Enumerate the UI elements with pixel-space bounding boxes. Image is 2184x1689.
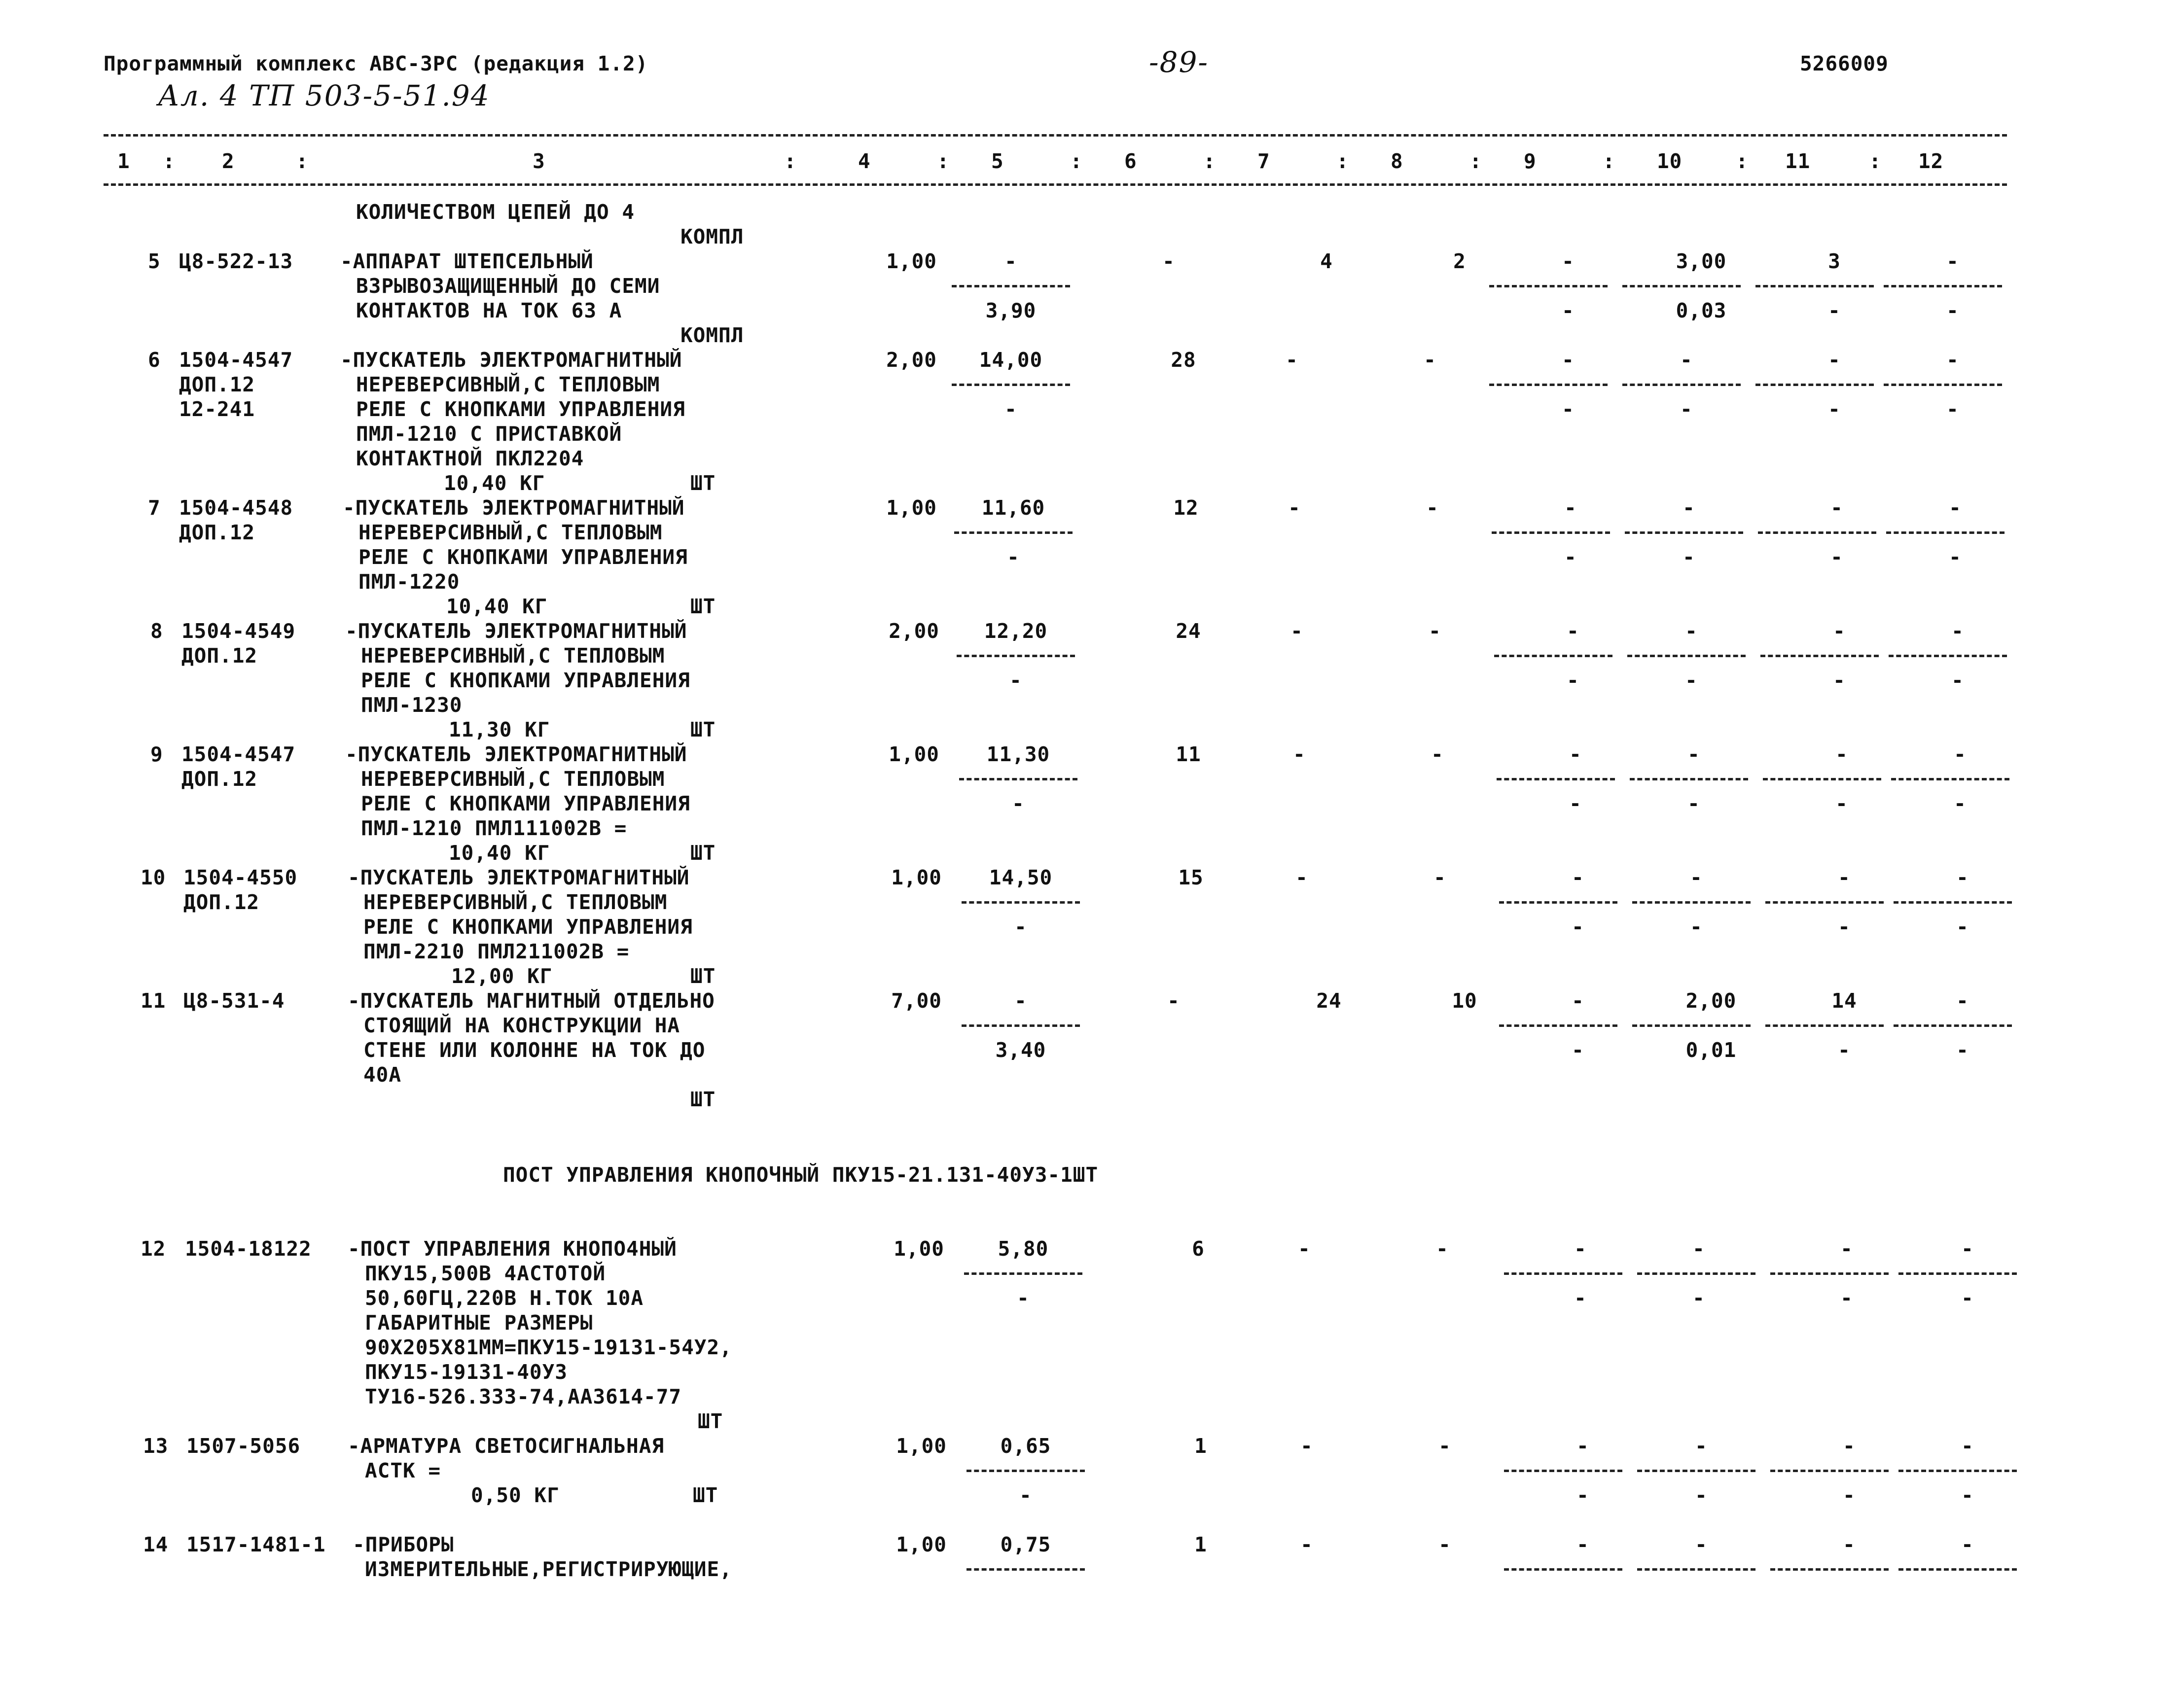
cell-c10-lower: - (1685, 669, 1698, 692)
column-separator: : (1336, 149, 1349, 173)
cell-c8: - (1429, 619, 1441, 643)
cell-c10: 3,00 (1676, 249, 1727, 273)
cell-c5-lower: - (1019, 1483, 1032, 1507)
cell-quantity: 2,00 (889, 619, 939, 643)
cell-c7: 4 (1320, 249, 1333, 273)
cell-c8: - (1426, 496, 1439, 520)
cell-c8: - (1438, 1434, 1451, 1458)
handwritten-reference: Ал. 4 ТП 503-5-51.94 (158, 79, 490, 112)
cell-c11: - (1840, 1237, 1853, 1261)
fraction-rule (952, 384, 1070, 386)
cell-c12: - (1956, 989, 1969, 1013)
item-description-line: СТОЯЩИЙ НА КОНСТРУКЦИИ НА (363, 1014, 680, 1037)
column-header: 8 (1391, 149, 1403, 173)
cell-c5-lower: 3,40 (995, 1038, 1046, 1062)
item-unit: КОМПЛ (680, 323, 744, 347)
cell-c7: - (1300, 1434, 1313, 1458)
cell-c12-lower: - (1954, 792, 1967, 815)
item-code: 1504-4547 (179, 348, 293, 372)
cell-c5: 14,00 (979, 348, 1043, 372)
fraction-rule (1898, 1568, 2017, 1571)
cell-c9-lower: - (1562, 299, 1575, 322)
cell-c11: 14 (1831, 989, 1857, 1013)
cell-c5-lower: - (1009, 669, 1022, 692)
item-unit: ШТ (693, 1483, 718, 1507)
item-unit: ШТ (690, 471, 716, 495)
item-description-line: -АРМАТУРА СВЕТОСИГНАЛЬНАЯ (348, 1434, 665, 1458)
item-number: 7 (148, 496, 161, 520)
column-separator: : (784, 149, 797, 173)
cell-c5: 11,60 (981, 496, 1045, 520)
fraction-rule (1758, 531, 1876, 534)
item-description-line: -ПУСКАТЕЛЬ ЭЛЕКТРОМАГНИТНЫЙ (343, 496, 685, 520)
cell-c5: 12,20 (984, 619, 1048, 643)
column-separator: : (296, 149, 309, 173)
item-description-line: РЕЛЕ С КНОПКАМИ УПРАВЛЕНИЯ (363, 915, 693, 939)
cell-c5: 14,50 (989, 866, 1053, 889)
cell-c11-lower: - (1838, 1038, 1851, 1062)
cell-c7: - (1290, 619, 1303, 643)
item-code: 1507-5056 (186, 1434, 301, 1458)
cell-c12: - (1946, 348, 1959, 372)
fraction-rule (1499, 1024, 1617, 1027)
fraction-rule (1632, 901, 1751, 904)
cell-c10: 2,00 (1685, 989, 1737, 1013)
column-header: 9 (1524, 149, 1537, 173)
item-description-line: ПКУ15,500В 4АСТОТОЙ (365, 1262, 606, 1285)
item-unit: ШТ (690, 718, 716, 741)
column-separator: : (1469, 149, 1482, 173)
cell-c9-lower: - (1564, 545, 1577, 569)
fraction-rule (1499, 901, 1617, 904)
cell-c12-lower: - (1946, 397, 1959, 421)
cell-c12: - (1954, 742, 1967, 766)
fraction-rule (1627, 655, 1746, 657)
cell-c6: 11 (1176, 742, 1201, 766)
fraction-rule (1755, 285, 1874, 287)
header-rule-top (104, 134, 2007, 137)
cell-c8: - (1438, 1533, 1451, 1556)
item-weight: 10,40 КГ (446, 595, 548, 618)
column-separator: : (937, 149, 950, 173)
fraction-rule (1898, 1470, 2017, 1472)
cell-quantity: 1,00 (896, 1533, 947, 1556)
item-number: 5 (148, 249, 161, 273)
item-number: 11 (141, 989, 166, 1013)
column-header: 1 (117, 149, 130, 173)
fraction-rule (1765, 1024, 1884, 1027)
item-description-line: НЕРЕВЕРСИВНЫЙ,С ТЕПЛОВЫМ (358, 521, 663, 544)
cell-c11-lower: - (1828, 397, 1841, 421)
item-description-line: НЕРЕВЕРСИВНЫЙ,С ТЕПЛОВЫМ (361, 767, 665, 791)
item-number: 6 (148, 348, 161, 372)
column-separator: : (163, 149, 176, 173)
item-number: 8 (150, 619, 163, 643)
item-description-line: ПМЛ-1230 (361, 693, 463, 717)
cell-quantity: 1,00 (886, 249, 937, 273)
fraction-rule (1489, 384, 1608, 386)
column-separator: : (1603, 149, 1615, 173)
cell-c9: - (1572, 989, 1584, 1013)
document-number: 5266009 (1800, 52, 1889, 75)
cell-c10-lower: - (1680, 397, 1693, 421)
item-unit: КОМПЛ (680, 225, 744, 248)
cell-c10: - (1683, 496, 1695, 520)
fraction-rule (1497, 778, 1615, 780)
cell-quantity: 1,00 (896, 1434, 947, 1458)
item-description-line: 40А (363, 1063, 402, 1087)
column-header: 2 (222, 149, 235, 173)
cell-c9-lower: - (1569, 792, 1582, 815)
cell-c11: - (1828, 348, 1841, 372)
item-description-line: ПМЛ-1220 (358, 570, 460, 594)
cell-quantity: 2,00 (886, 348, 937, 372)
cell-c12: - (1951, 619, 1964, 643)
fraction-rule (1504, 1568, 1622, 1571)
fraction-rule (957, 655, 1075, 657)
item-description-line: РЕЛЕ С КНОПКАМИ УПРАВЛЕНИЯ (361, 792, 690, 815)
cell-c9: - (1574, 1237, 1587, 1261)
cell-c7: - (1288, 496, 1301, 520)
cell-c10: - (1680, 348, 1693, 372)
cell-c6: - (1167, 989, 1180, 1013)
cell-c11: - (1843, 1533, 1856, 1556)
item-description-line: -ПУСКАТЕЛЬ ЭЛЕКТРОМАГНИТНЫЙ (348, 866, 690, 889)
item-code: 1504-4547 (181, 742, 296, 766)
fraction-rule (1632, 1024, 1751, 1027)
item-number: 13 (143, 1434, 169, 1458)
item-description-line: РЕЛЕ С КНОПКАМИ УПРАВЛЕНИЯ (361, 669, 690, 692)
cell-c5-lower: - (1007, 545, 1020, 569)
cell-c9-lower: - (1562, 397, 1575, 421)
page-number: -89- (1149, 45, 1209, 79)
item-unit: ШТ (690, 1088, 716, 1111)
fraction-rule (1898, 1272, 2017, 1275)
cell-c12: - (1961, 1533, 1974, 1556)
item-description-line: 50,60ГЦ,220В Н.ТОК 10А (365, 1286, 644, 1310)
item-description-line: 90Х205Х81ММ=ПКУ15-19131-54У2, (365, 1336, 732, 1359)
cell-quantity: 7,00 (891, 989, 942, 1013)
cell-c12-lower: - (1961, 1483, 1974, 1507)
fraction-rule (959, 778, 1077, 780)
cell-c7: - (1300, 1533, 1313, 1556)
cell-c10: - (1695, 1533, 1708, 1556)
cell-c8: 2 (1453, 249, 1466, 273)
cell-c12: - (1956, 866, 1969, 889)
cell-c10-lower: - (1687, 792, 1700, 815)
item-description-line: -ПУСКАТЕЛЬ МАГНИТНЫЙ ОТДЕЛЬНО (348, 989, 715, 1013)
cell-quantity: 1,00 (894, 1237, 944, 1261)
cell-c9-lower: - (1572, 915, 1584, 939)
cell-c10: - (1685, 619, 1698, 643)
cell-c12-lower: - (1949, 545, 1962, 569)
item-number: 14 (143, 1533, 169, 1556)
column-header: 6 (1124, 149, 1137, 173)
cell-c5-lower: - (1014, 915, 1027, 939)
cell-c12-lower: - (1956, 915, 1969, 939)
cell-c11-lower: - (1838, 915, 1851, 939)
column-separator: : (1869, 149, 1882, 173)
cell-c9: - (1562, 249, 1575, 273)
item-description-line: НЕРЕВЕРСИВНЫЙ,С ТЕПЛОВЫМ (363, 890, 668, 914)
cell-c11: - (1835, 742, 1848, 766)
cell-c6: 12 (1173, 496, 1199, 520)
cell-quantity: 1,00 (891, 866, 942, 889)
fraction-rule (1765, 901, 1884, 904)
item-number: 9 (150, 742, 163, 766)
item-weight: 10,40 КГ (444, 471, 545, 495)
cell-c10: - (1690, 866, 1703, 889)
item-description-line: ИЗМЕРИТЕЛЬНЫЕ,РЕГИСТРИРУЮЩИЕ, (365, 1557, 732, 1581)
fraction-rule (1889, 655, 2007, 657)
item-weight: 12,00 КГ (451, 964, 553, 988)
fraction-rule (1489, 285, 1608, 287)
item-weight: 11,30 КГ (449, 718, 550, 741)
item-description-line: КОНТАКТНОЙ ПКЛ2204 (356, 447, 584, 470)
item-description-line: НЕРЕВЕРСИВНЫЙ,С ТЕПЛОВЫМ (356, 373, 660, 396)
cell-c9: - (1567, 619, 1579, 643)
cell-c5-lower: - (1017, 1286, 1030, 1310)
cell-c6: 28 (1171, 348, 1196, 372)
cell-c11: - (1838, 866, 1851, 889)
item-code: 1504-4549 (181, 619, 296, 643)
cell-c11: - (1830, 496, 1843, 520)
fraction-rule (1891, 778, 2009, 780)
item-code: Ц8-522-13 (179, 249, 293, 273)
cell-c8: - (1431, 742, 1444, 766)
cell-c7: 24 (1316, 989, 1342, 1013)
cell-c10-lower: - (1683, 545, 1695, 569)
column-header: 7 (1257, 149, 1270, 173)
fraction-rule (1770, 1470, 1889, 1472)
cell-c5: - (1014, 989, 1027, 1013)
cell-c11-lower: - (1833, 669, 1846, 692)
item-description-line: ПМЛ-2210 ПМЛ211002В = (363, 940, 630, 963)
cell-c9: - (1562, 348, 1575, 372)
fraction-rule (1894, 1024, 2012, 1027)
item-code-suffix: ДОП.12 (179, 521, 255, 544)
item-description-line: ГАБАРИТНЫЕ РАЗМЕРЫ (365, 1311, 593, 1335)
item-description-line: КОЛИЧЕСТВОМ ЦЕПЕЙ ДО 4 (356, 200, 635, 224)
fraction-rule (1492, 531, 1610, 534)
fraction-rule (952, 285, 1070, 287)
cell-c9: - (1576, 1434, 1589, 1458)
item-description-line: РЕЛЕ С КНОПКАМИ УПРАВЛЕНИЯ (356, 397, 685, 421)
cell-c7: - (1293, 742, 1306, 766)
fraction-rule (1884, 384, 2002, 386)
fraction-rule (1755, 384, 1874, 386)
section-heading: ПОСТ УПРАВЛЕНИЯ КНОПОЧНЫЙ ПКУ15-21.131-40У3-1ШТ (503, 1163, 1099, 1187)
cell-c6: 1 (1194, 1434, 1207, 1458)
fraction-rule (1886, 531, 2005, 534)
item-unit: ШТ (690, 595, 716, 618)
cell-c12: - (1946, 249, 1959, 273)
item-code-suffix: ДОП.12 (183, 890, 260, 914)
fraction-rule (1622, 384, 1741, 386)
cell-c10: - (1692, 1237, 1705, 1261)
item-description-line: -АППАРАТ ШТЕПСЕЛЬНЫЙ (340, 249, 594, 273)
item-unit: ШТ (698, 1409, 723, 1433)
cell-c9: - (1564, 496, 1577, 520)
fraction-rule (967, 1470, 1085, 1472)
cell-c9: - (1576, 1533, 1589, 1556)
item-code-suffix: ДОП.12 (181, 767, 258, 791)
cell-c5-lower: - (1004, 397, 1017, 421)
fraction-rule (954, 531, 1073, 534)
cell-c10-lower: 0,03 (1676, 299, 1727, 322)
cell-c12: - (1961, 1237, 1974, 1261)
cell-c11: - (1833, 619, 1846, 643)
cell-c8: - (1436, 1237, 1449, 1261)
cell-c9-lower: - (1576, 1483, 1589, 1507)
item-number: 12 (141, 1237, 166, 1261)
cell-c10: - (1695, 1434, 1708, 1458)
column-separator: : (1203, 149, 1216, 173)
cell-quantity: 1,00 (889, 742, 939, 766)
cell-c11: - (1843, 1434, 1856, 1458)
cell-c5: 0,75 (1000, 1533, 1051, 1556)
column-header: 4 (858, 149, 871, 173)
fraction-rule (1770, 1272, 1889, 1275)
cell-c11: 3 (1828, 249, 1841, 273)
cell-c12: - (1961, 1434, 1974, 1458)
item-number: 10 (141, 866, 166, 889)
fraction-rule (1760, 655, 1879, 657)
cell-c6: 1 (1194, 1533, 1207, 1556)
column-header: 12 (1918, 149, 1944, 173)
item-code: 1504-4548 (179, 496, 293, 520)
item-code: 1517-1481-1 (186, 1533, 326, 1556)
column-header: 10 (1657, 149, 1683, 173)
fraction-rule (1894, 901, 2012, 904)
cell-c10-lower: - (1695, 1483, 1708, 1507)
item-description-line: ПМЛ-1210 С ПРИСТАВКОЙ (356, 422, 622, 446)
item-description-line: -ПРИБОРЫ (353, 1533, 454, 1556)
fraction-rule (1637, 1470, 1755, 1472)
fraction-rule (1884, 285, 2002, 287)
fraction-rule (1504, 1272, 1622, 1275)
item-description-line: РЕЛЕ С КНОПКАМИ УПРАВЛЕНИЯ (358, 545, 688, 569)
fraction-rule (962, 1024, 1080, 1027)
fraction-rule (1763, 778, 1881, 780)
fraction-rule (1630, 778, 1748, 780)
item-description-line: -ПУСКАТЕЛЬ ЭЛЕКТРОМАГНИТНЫЙ (345, 619, 687, 643)
cell-c12-lower: - (1951, 669, 1964, 692)
fraction-rule (1770, 1568, 1889, 1571)
cell-c9-lower: - (1572, 1038, 1584, 1062)
cell-c5: 5,80 (998, 1237, 1049, 1261)
cell-c10-lower: - (1690, 915, 1703, 939)
item-weight: 10,40 КГ (449, 841, 550, 865)
item-description-line: КОНТАКТОВ НА ТОК 63 А (356, 299, 622, 322)
cell-c9: - (1569, 742, 1582, 766)
item-code-suffix: ДОП.12 (181, 644, 258, 668)
cell-c5-lower: 3,90 (985, 299, 1037, 322)
item-description-line: СТЕНЕ ИЛИ КОЛОННЕ НА ТОК ДО (363, 1038, 706, 1062)
item-description-line: НЕРЕВЕРСИВНЫЙ,С ТЕПЛОВЫМ (361, 644, 665, 668)
item-description-line: АСТК = (365, 1459, 441, 1482)
column-header: 11 (1785, 149, 1811, 173)
cell-c7: - (1298, 1237, 1311, 1261)
fraction-rule (1625, 531, 1743, 534)
column-separator: : (1736, 149, 1749, 173)
item-description-line: ПМЛ-1210 ПМЛ111002В = (361, 816, 627, 840)
cell-c9-lower: - (1574, 1286, 1587, 1310)
cell-c7: - (1295, 866, 1308, 889)
cell-c6: 24 (1176, 619, 1201, 643)
item-code: Ц8-531-4 (183, 989, 285, 1013)
cell-c10: - (1687, 742, 1700, 766)
cell-quantity: 1,00 (886, 496, 937, 520)
item-unit: ШТ (690, 841, 716, 865)
fraction-rule (1622, 285, 1741, 287)
item-description-line: -ПОСТ УПРАВЛЕНИЯ КНОПО4НЫЙ (348, 1237, 677, 1261)
fraction-rule (962, 901, 1080, 904)
item-description-line: -ПУСКАТЕЛЬ ЭЛЕКТРОМАГНИТНЫЙ (345, 742, 687, 766)
cell-c11-lower: - (1840, 1286, 1853, 1310)
header-rule-bottom (104, 183, 2007, 186)
fraction-rule (964, 1272, 1082, 1275)
cell-c6: - (1162, 249, 1175, 273)
item-unit: ШТ (690, 964, 716, 988)
cell-c6: 15 (1178, 866, 1204, 889)
fraction-rule (1637, 1568, 1755, 1571)
fraction-rule (1504, 1470, 1622, 1472)
fraction-rule (1494, 655, 1612, 657)
item-description-line: -ПУСКАТЕЛЬ ЭЛЕКТРОМАГНИТНЫЙ (340, 348, 682, 372)
item-description-line: ТУ16-526.333-74,АА3614-77 (365, 1385, 682, 1408)
item-description-line: ВЗРЫВОЗАЩИЩЕННЫЙ ДО СЕМИ (356, 274, 660, 298)
column-separator: : (1070, 149, 1083, 173)
cell-c9-lower: - (1567, 669, 1579, 692)
cell-c12-lower: - (1946, 299, 1959, 322)
cell-c8: 10 (1452, 989, 1477, 1013)
item-weight: 0,50 КГ (471, 1483, 560, 1507)
cell-c10-lower: - (1692, 1286, 1705, 1310)
item-code: 1504-4550 (183, 866, 298, 889)
cell-c5: 0,65 (1000, 1434, 1051, 1458)
cell-c6: 6 (1192, 1237, 1205, 1261)
cell-c8: - (1433, 866, 1446, 889)
cell-c11-lower: - (1835, 792, 1848, 815)
item-description-line: ПКУ15-19131-40У3 (365, 1360, 568, 1384)
cell-c12-lower: - (1961, 1286, 1974, 1310)
cell-c11-lower: - (1830, 545, 1843, 569)
column-header: 3 (533, 149, 545, 173)
cell-c8: - (1424, 348, 1436, 372)
cell-c11-lower: - (1828, 299, 1841, 322)
fraction-rule (1637, 1272, 1755, 1275)
column-header: 5 (991, 149, 1004, 173)
cell-c5-lower: - (1012, 792, 1025, 815)
item-code-suffix: 12-241 (179, 397, 255, 421)
item-code-suffix: ДОП.12 (179, 373, 255, 396)
cell-c9: - (1572, 866, 1584, 889)
cell-c12: - (1949, 496, 1962, 520)
fraction-rule (967, 1568, 1085, 1571)
cell-c5: 11,30 (986, 742, 1050, 766)
cell-c12-lower: - (1956, 1038, 1969, 1062)
program-title: Программный комплекс АВС-3РС (редакция 1.2) (104, 52, 648, 75)
cell-c7: - (1286, 348, 1298, 372)
cell-c11-lower: - (1843, 1483, 1856, 1507)
cell-c5: - (1004, 249, 1017, 273)
cell-c10-lower: 0,01 (1685, 1038, 1737, 1062)
item-code: 1504-18122 (185, 1237, 312, 1261)
